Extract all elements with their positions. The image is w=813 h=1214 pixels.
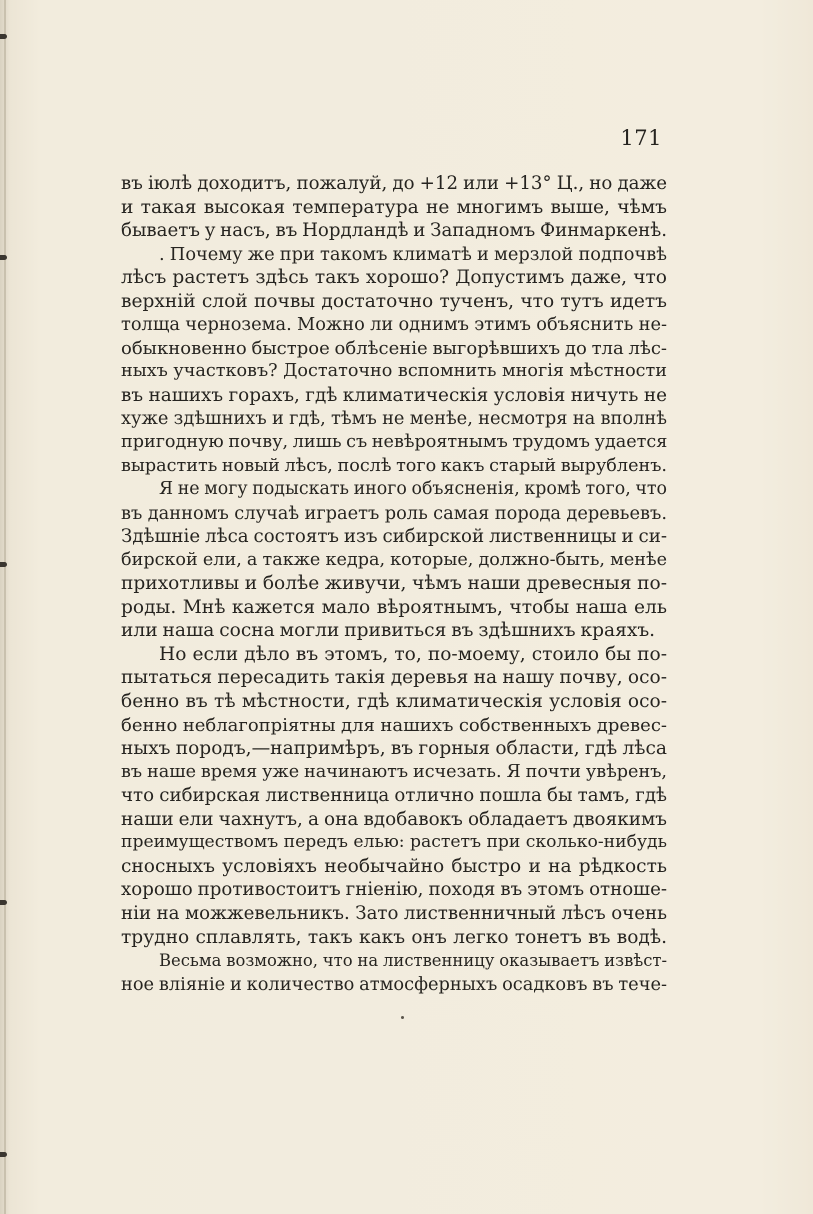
text-line: Здѣшніе лѣса состоятъ изъ сибирской лиственницы и си-	[121, 526, 667, 548]
text-line: сносныхъ условіяхъ необычайно быстро и на рѣдкость	[121, 855, 667, 877]
text-line: верхній слой почвы достаточно тученъ, что тутъ идетъ	[121, 290, 667, 312]
text-line: Я не могу подыскать иного объясненія, кромѣ того, что	[159, 479, 667, 500]
text-line: бенно неблагопріятны для нашихъ собственныхъ древес-	[121, 714, 667, 736]
text-line: толща чернозема. Можно ли однимъ этимъ объяснить не-	[121, 314, 667, 336]
binding-mark	[0, 255, 7, 260]
text-line: трудно сплавлять, такъ какъ онъ легко тонетъ въ водѣ.	[121, 926, 667, 948]
text-line: бываетъ у насъ, въ Нордландѣ и Западномъ Финмаркенѣ.	[121, 220, 667, 242]
printer-dot	[401, 1016, 404, 1019]
text-line: обыкновенно быстрое облѣсеніе выгорѣвшихъ до тла лѣс-	[121, 337, 667, 359]
text-line: ныхъ породъ,—напримѣръ, въ горныя области, гдѣ лѣса	[121, 738, 667, 760]
text-line: хорошо противостоитъ гніенію, походя въ этомъ отноше-	[121, 879, 667, 901]
text-line: въ іюлѣ доходитъ, пожалуй, до +12 или +13° Ц., но даже	[121, 173, 667, 194]
binding-mark	[0, 1152, 7, 1157]
page-number: 171	[620, 126, 662, 150]
text-line: бенно въ тѣ мѣстности, гдѣ климатическія условія осо-	[121, 691, 667, 713]
body-text	[121, 172, 667, 996]
text-line: ніи на можжевельникъ. Зато лиственничный лѣсъ очень	[121, 902, 667, 924]
text-line: Но если дѣло въ этомъ, то, по-моему, стоило бы по-	[159, 643, 667, 665]
text-line: преимуществомъ передъ елью: растетъ при сколько-нибудь	[121, 832, 667, 853]
text-line: ныхъ участковъ? Достаточно вспомнить многія мѣстности	[121, 361, 667, 382]
text-line: роды. Мнѣ кажется мало вѣроятнымъ, чтобы наша ель	[121, 596, 667, 618]
binding-edge	[4, 0, 6, 1214]
text-line: и такая высокая температура не многимъ выше, чѣмъ	[121, 196, 667, 218]
text-line: Весьма возможно, что на лиственницу оказываетъ извѣст-	[159, 951, 667, 971]
text-line: въ данномъ случаѣ играетъ роль самая порода деревьевъ.	[121, 502, 667, 524]
text-line: пытаться пересадить такія деревья на нашу почву, осо-	[121, 667, 667, 689]
text-line: бирской ели, а также кедра, которые, должно-быть, менѣе	[121, 549, 667, 570]
text-line: ное вліяніе и количество атмосферныхъ осадковъ въ тече-	[121, 973, 667, 995]
binding-mark	[0, 34, 7, 39]
binding-mark	[0, 900, 7, 905]
text-line: вырастить новый лѣсъ, послѣ того какъ старый вырубленъ.	[121, 455, 667, 476]
text-line: прихотливы и болѣе живучи, чѣмъ наши древесныя по-	[121, 573, 667, 595]
text-line: наши ели чахнутъ, а она вдобавокъ обладаетъ двоякимъ	[121, 808, 667, 830]
text-line: лѣсъ растетъ здѣсь такъ хорошо? Допустимъ даже, что	[121, 267, 667, 289]
text-line: въ наше время уже начинаютъ исчезать. Я почти увѣренъ,	[121, 761, 667, 782]
text-line: въ нашихъ горахъ, гдѣ климатическія условія ничуть не	[121, 384, 667, 406]
text-line: хуже здѣшнихъ и гдѣ, тѣмъ не менѣе, несмотря на вполнѣ	[121, 408, 667, 430]
text-line: пригодную почву, лишь съ невѣроятнымъ трудомъ удается	[121, 432, 668, 453]
text-line: или наша сосна могли привиться въ здѣшнихъ краяхъ.	[121, 620, 656, 642]
text-line: . Почему же при такомъ климатѣ и мерзлой подпочвѣ	[159, 243, 667, 265]
text-line: что сибирская лиственница отлично пошла бы тамъ, гдѣ	[121, 785, 667, 807]
binding-mark	[0, 562, 7, 567]
